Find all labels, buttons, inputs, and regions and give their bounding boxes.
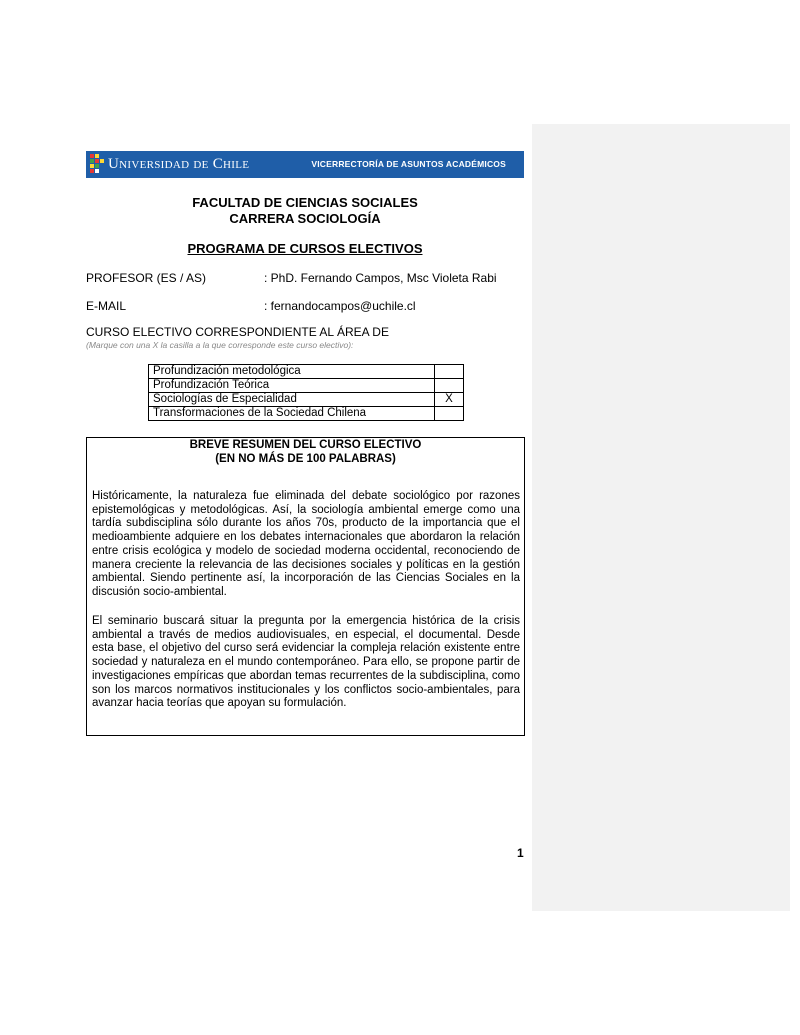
area-row	[149, 407, 464, 421]
area-option-label: Profundización metodológica	[149, 365, 435, 379]
university-logo-icon	[90, 154, 104, 175]
summary-paragraph-2: El seminario buscará situar la pregunta por la emergencia histórica de la crisis ambiental a través de medios audiovisuales, en especial, el documental. Desde esta base, el objetivo del curso será evidenciar la compleja relación existente entre sociedad y naturaleza en el mundo contemporáneo. Para ello, se propone partir de investigaciones empíricas que abordan temas recurrentes de la subdisciplina, como son los marcos normativos institucionales y los conflictos socio-ambientales, para avanzar hacia teorías que apoyan su formulación.	[92, 615, 520, 710]
email-value: : fernandocampos@uchile.cl	[264, 299, 416, 313]
area-note: (Marque con una X la casilla a la que corresponde este curso electivo):	[86, 340, 354, 350]
area-option-label: Transformaciones de la Sociedad Chilena	[149, 407, 435, 421]
area-option-label: Profundización Teórica	[149, 379, 435, 393]
area-title: CURSO ELECTIVO CORRESPONDIENTE AL ÁREA DE	[86, 325, 389, 339]
comment-pane	[532, 124, 790, 911]
university-name: Universidad de Chile	[108, 156, 250, 172]
program-heading: PROGRAMA DE CURSOS ELECTIVOS	[187, 241, 423, 256]
area-option-mark	[435, 407, 464, 421]
summary-title: BREVE RESUMEN DEL CURSO ELECTIVO	[189, 439, 422, 451]
summary-subtitle: (EN NO MÁS DE 100 PALABRAS)	[215, 453, 396, 465]
summary-box	[86, 437, 525, 736]
area-option-label: Sociologías de Especialidad	[149, 393, 435, 407]
area-row	[149, 379, 464, 393]
area-row	[149, 365, 464, 379]
page-number: 1	[517, 846, 524, 860]
area-row	[149, 393, 464, 407]
area-option-mark: X	[435, 393, 464, 407]
professor-label: PROFESOR (ES / AS)	[86, 271, 207, 285]
career-heading: CARRERA SOCIOLOGÍA	[229, 211, 381, 226]
vicerrectoria-label: VICERRECTORÍA DE ASUNTOS ACADÉMICOS	[311, 159, 506, 169]
area-table	[148, 364, 464, 421]
summary-paragraph-1: Históricamente, la naturaleza fue eliminada del debate sociológico por razones epistemológicas y metodológicas. Así, la sociología ambiental emerge como una tardía subdisciplina sólo durante los años 70s, producto de la importancia que el medioambiente adquiere en los debates internacionales que abordaron la relación entre crisis ecológica y modelo de sociedad moderna occidental, reconociendo de manera creciente la relevancia de las decisiones sociales y políticas en la gestión ambiental. Siendo pertinente así, la incorporación de las Ciencias Sociales en la discusión socio-ambiental.	[92, 490, 520, 598]
email-label: E-MAIL	[86, 299, 127, 313]
university-banner	[86, 151, 524, 178]
faculty-heading: FACULTAD DE CIENCIAS SOCIALES	[192, 195, 418, 210]
professor-value: : PhD. Fernando Campos, Msc Violeta Rabi	[264, 271, 497, 285]
area-option-mark	[435, 379, 464, 393]
area-option-mark	[435, 365, 464, 379]
